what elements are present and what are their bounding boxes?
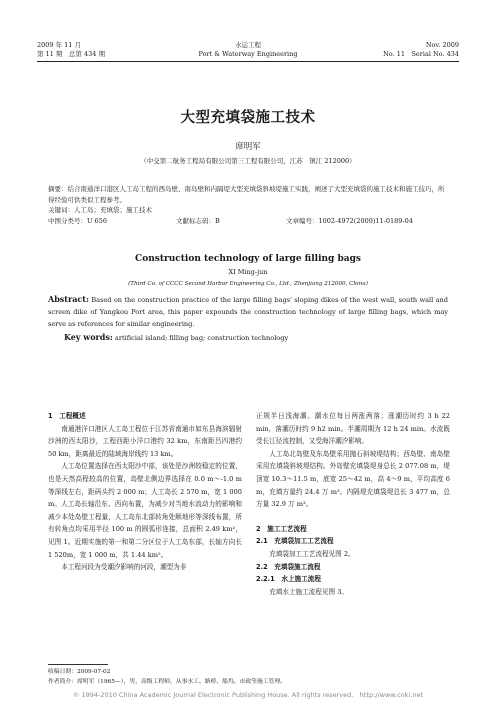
paragraph: 正规半日浅海潮。潮水位每日两涨两落；涨潮历时约 3 h 22 min，落潮历时约 9 h2 min。半潮周期为 12 h 24 min。水流既受长江径流控制，又受海洋潮汐影响。	[256, 412, 450, 446]
abstract-cn-block	[48, 184, 448, 227]
header-issue: 第 11 期 总第 434 期	[37, 50, 105, 58]
abstract-en	[48, 294, 448, 330]
header-issue-en: No. 11 Serial No. 434	[383, 50, 459, 58]
paragraph: 人工岛北岛壁及东岛壁采用抛石斜坡堤结构；西岛壁、南岛壁采用充填袋斜坡堤结构。外岛壁充填袋堤身总长 2 077.08 m，堤顶宽 10.3～11.5 m，底宽 25～42 m，高 4～9 m，平均高度 6 m，充填方量约 24.4 万 m³。内隔堤充填袋堤总长 3 477 m，总方量 32.9 万 m³。	[256, 449, 450, 509]
paragraph: 充填水上施工流程见图 3。	[269, 587, 349, 596]
affiliation-cn: （中交第二航务工程局有限公司第三工程有限公司，江苏 镇江 212000）	[140, 157, 356, 165]
article-title-en: Construction technology of large filling bags	[135, 254, 361, 264]
affiliation-en: (Third Co. of CCCC Second Harbor Engineering Co., Ltd., Zhenjiang 212000, China)	[128, 281, 368, 287]
keywords-en-label: Key words:	[64, 332, 113, 342]
header-date: 2009 年 11 月	[37, 41, 82, 49]
keywords-en-text: artificial island; filling bag; construction technology	[114, 334, 289, 342]
paragraph: 充填袋加工工艺流程见图 2。	[269, 549, 355, 558]
classification-line	[48, 216, 448, 227]
header-journal-en: Port & Waterway Engineering	[198, 50, 298, 58]
paragraph: 人工岛位置选择在西太阳沙中部，该处是沙洲较稳定的位置，也是天然高程较高的位置，岛壁北侧边界选择在 0.0 m～-1.0 m 等深线左右，距码头约 2 000 m；人工岛长 2 570 m，宽 1 000 m。人工岛长轴沿东、西向布置，为减少对当地水流动力的影响和减少本处岛壁工程量，人工岛东北部转角处顺地形等深线布置，所有转角点均采用半径 100 m 的圆弧形连接，总面积 2.49 km²，见图 1。近期实施的第一和第二分区位于人工岛东部，长轴方向长 1 520m，宽 1 000 m，共 1.44 km²。	[48, 462, 242, 559]
abstract-cn: 摘要：结合南通洋口港区人工岛工程的西岛壁、南岛壁和内隔堤大型充填袋斜坡堤施工实践，阐述了大型充填袋的施工技术和施工技巧，所得经验可供类似工程参考。	[48, 185, 445, 204]
author-en: XI Ming-jun	[228, 268, 268, 276]
header-journal-cn: 水运工程	[235, 41, 261, 49]
body-column-left	[48, 410, 242, 574]
abstract-en-label: Abstract:	[48, 294, 89, 304]
footnote	[48, 667, 286, 687]
section-2-heading: 2 施工工艺流程	[256, 524, 307, 533]
author-cn: 席明军	[235, 142, 261, 152]
copyright-watermark: © 1994-2010 China Academic Journal Electronic Publishing House. All rights reserved. http://www.cnki.net	[72, 691, 424, 699]
header-left	[37, 41, 105, 59]
keywords-cn: 关键词：人工岛；充填袋；施工技术	[48, 206, 152, 214]
header-center	[196, 41, 300, 59]
received-date: 收稿日期：2009-07-02	[48, 669, 111, 675]
document-code: 文献标志码：B	[176, 216, 220, 225]
header-date-en: Nov. 2009	[425, 41, 459, 49]
header-rule	[37, 61, 459, 62]
paragraph: 本工程河段为受潮汐影响的河段，潮型为非	[61, 563, 187, 572]
article-number: 文章编号：1002-4972(2009)11-0189-04	[286, 216, 413, 225]
footnote-rule	[48, 664, 108, 665]
section-2-1-heading: 2.1 充填袋加工工艺流程	[256, 537, 334, 546]
author-bio: 作者简介：席明军（1965—），男，高级工程师，从事水工、路桥、船坞、市政等施工管理。	[48, 679, 286, 685]
keywords-en	[64, 332, 288, 344]
abstract-en-text: Based on the construction practice of the large filling bags' sloping dikes of the west wall, south wall and screen dike of Yangkou Port area, this paper expounds the construction technology of large filling bags, which may serve as references for similar engineering.	[48, 296, 448, 328]
class-number: 中图分类号：U 656	[48, 216, 107, 225]
spacer	[256, 511, 450, 523]
section-2-2-heading: 2.2 充填袋施工流程	[256, 562, 321, 571]
section-2-2-1-heading: 2.2.1 水上施工流程	[256, 575, 321, 584]
header-right	[383, 41, 459, 59]
section-1-heading: 1 工程概述	[48, 412, 86, 420]
article-title-cn: 大型充填袋施工技术	[180, 110, 316, 126]
body-column-right	[256, 410, 450, 598]
paragraph: 南通港洋口港区人工岛工程位于江苏省南通市如东县海滨辐射沙洲的西太阳沙，工程西距小洋口港约 32 km，东南距吕四港约 50 km，距离最近的陆域海岸线约 13 km。	[48, 424, 242, 458]
